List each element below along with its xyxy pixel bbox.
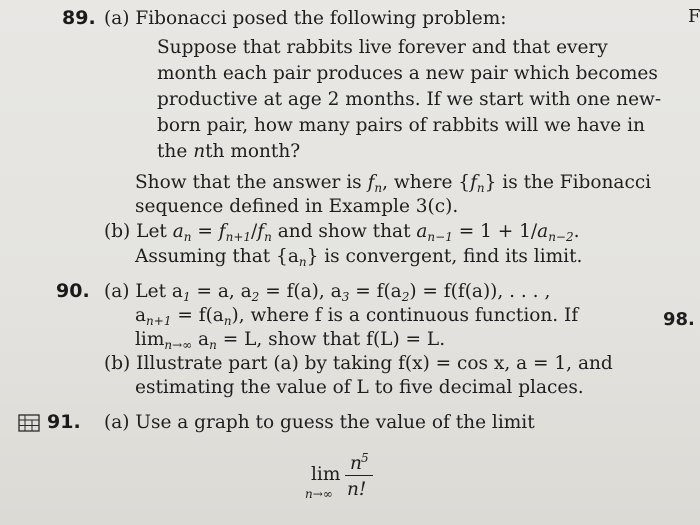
p89-b-line2-a: Assuming that {a	[135, 246, 299, 267]
p89-b7: /	[251, 221, 258, 242]
denominator: n!	[347, 479, 367, 500]
p91-part-a-label: (a)	[104, 412, 130, 433]
p90-a1-s3: 3	[341, 290, 350, 304]
p89-b12: n−1	[427, 230, 453, 244]
p89-b2: a	[172, 221, 184, 242]
p90-a1-m3: = f(a	[349, 281, 402, 302]
p89-b3: n	[183, 230, 192, 244]
p90-part-a-line-1	[104, 281, 550, 308]
p90-part-b-line-2: estimating the value of L to five decimal places.	[135, 377, 584, 398]
p89-part-a-intro	[104, 8, 507, 30]
p90-part-a-line-2	[135, 305, 578, 332]
p89-quote-5a: the	[157, 141, 194, 162]
p90-a1: Let a	[135, 281, 183, 302]
p89-b14: a	[537, 221, 549, 242]
p89-b-line2-sub: n	[298, 255, 307, 269]
p89-part-a-label: (a)	[104, 8, 130, 29]
numerator-base: n	[350, 453, 362, 474]
p90-part-a-label: (a)	[104, 281, 130, 302]
p89-show-e: f	[470, 172, 477, 193]
limit-expression	[305, 450, 385, 510]
p89-b9: n	[264, 230, 272, 244]
p90-a3-b: a	[192, 329, 210, 350]
p90-a3-sub: n→∞	[164, 338, 193, 352]
p89-show-f: n	[476, 181, 485, 195]
p90-a2-sub2: n	[223, 314, 232, 328]
p90-a1-s4: 2	[401, 290, 410, 304]
p90-a1-m2: = f(a), a	[259, 281, 342, 302]
p89-show-d: , where {	[382, 172, 471, 193]
p89-part-b-line-2	[135, 246, 582, 273]
p89-b-line2-end: } is convergent, find its limit.	[306, 246, 583, 267]
p89-b13: = 1 + 1/	[452, 221, 538, 242]
p89-quote-line-3: productive at age 2 months. If we start with one new-	[157, 89, 662, 110]
p89-b5: f	[218, 221, 226, 242]
p89-b15: n−2	[548, 230, 574, 244]
p89-show-b: f	[367, 172, 375, 193]
p89-show-c: n	[374, 181, 383, 195]
p90-b1: Illustrate part (a) by taking f(x) = cos x, a = 1, and	[136, 353, 613, 374]
p90-a2-sub: n+1	[146, 314, 172, 328]
numerator-exponent: 5	[361, 451, 369, 465]
p89-part-b-line-1	[104, 221, 580, 248]
p90-a1-m1: = a, a	[190, 281, 252, 302]
p90-a1-s1: 1	[182, 290, 191, 304]
p89-show-line-1	[135, 172, 651, 199]
p89-quote-5b: n	[193, 141, 206, 162]
p89-part-a-text: Fibonacci posed the following problem:	[135, 8, 507, 29]
limit-word: lim	[311, 464, 341, 485]
p90-a2-c: ), where f is a continuous function. If	[231, 305, 579, 326]
p90-a3-a: lim	[135, 329, 165, 350]
p90-part-b-label: (b)	[104, 353, 131, 374]
p89-quote-5c: th month?	[205, 141, 301, 162]
p89-show-g: } is the Fibonacci	[484, 172, 652, 193]
p89-b6: n+1	[225, 230, 252, 244]
p90-part-b-line-1	[104, 353, 613, 375]
p89-b10: and show that	[271, 221, 417, 242]
p90-a3-sub2: n	[209, 338, 217, 352]
p89-part-b-label: (b)	[104, 221, 131, 242]
p89-b8: f	[257, 221, 265, 242]
p89-b16: .	[573, 221, 580, 242]
p89-quote-line-4: born pair, how many pairs of rabbits will we have in	[157, 115, 645, 136]
graphing-calculator-icon	[18, 414, 40, 432]
fraction-bar	[345, 475, 373, 476]
problem-89-number: 89.	[62, 7, 96, 29]
p89-quote-line-5	[157, 141, 300, 163]
p89-quote-line-2: month each pair produces a new pair which becomes	[157, 63, 658, 84]
p89-b1: Let	[136, 221, 173, 242]
p90-a1-s2: 2	[251, 290, 260, 304]
margin-problem-number: 98.	[663, 309, 695, 330]
p90-a2-a: a	[135, 305, 147, 326]
problem-91-number: 91.	[47, 411, 81, 433]
p91-a1: Use a graph to guess the value of the limit	[135, 412, 535, 433]
p90-a3-c: = L, show that f(L) = L.	[216, 329, 446, 350]
p89-b11: a	[416, 221, 428, 242]
p90-a1-end: ) = f(f(a)), . . . ,	[409, 281, 551, 302]
problem-90-number: 90.	[56, 280, 90, 302]
margin-top-fragment: F	[688, 6, 700, 27]
p89-show-line-2: sequence defined in Example 3(c).	[135, 196, 459, 217]
p89-show-a: Show that the answer is	[135, 172, 368, 193]
p91-part-a-line-1	[104, 412, 535, 434]
limit-subscript: n→∞	[305, 487, 333, 501]
p89-quote-line-1: Suppose that rabbits live forever and that every	[157, 37, 608, 58]
p90-a2-b: = f(a	[171, 305, 224, 326]
p89-b4: =	[191, 221, 219, 242]
p90-part-a-line-3	[135, 329, 445, 356]
